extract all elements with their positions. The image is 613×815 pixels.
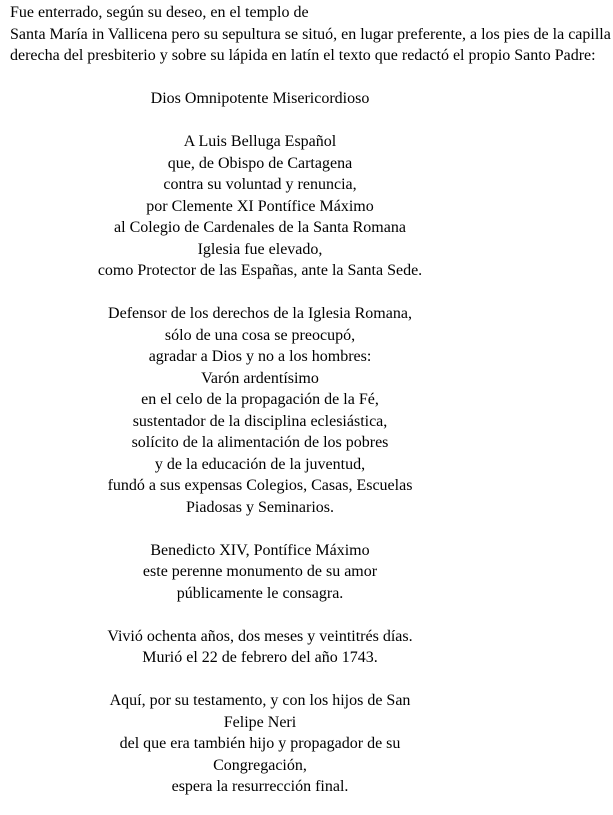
stanza-invocation [10,88,510,110]
text-line: Piadosas y Seminarios. [186,498,334,516]
stanza-consecration [10,540,510,605]
intro-line: Santa María in Vallicena pero su sepultura se situó, en lugar preferente, a los pies de la capilla [10,25,611,43]
text-line: fundó a sus expensas Colegios, Casas, Escuelas [107,477,413,494]
text-line: Benedicto XIV, Pontífice Máximo [150,541,370,559]
text-line: contra su voluntad y renuncia, [163,176,357,193]
text-line: sólo de una cosa se preocupó, [164,326,356,344]
stanza-dedication [10,131,510,282]
intro-paragraph [10,2,613,67]
text-line: como Protector de las Españas, ante la Santa Sede. [97,262,423,279]
text-line: espera la resurrección final. [171,778,349,795]
text-line: Aquí, por su testamento, y con los hijos de San [109,692,411,709]
intro-line: derecha del presbiterio y sobre su lápida en latín el texto que redactó el propio Santo Padre: [10,47,596,64]
text-line: Congregación, [213,756,307,774]
stanza-virtues [10,303,510,518]
text-line: públicamente le consagra. [176,584,344,602]
text-line: que, de Obispo de Cartagena [167,154,353,172]
text-line: del que era también hijo y propagador de su [119,735,401,752]
text-line: Vivió ochenta años, dos meses y veintitrés días. [107,627,413,645]
text-line: solícito de la alimentación de los pobres [131,434,389,451]
text-line: Murió el 22 de febrero del año 1743. [142,649,378,666]
text-line: A Luis Belluga Español [183,133,337,150]
text-line: Iglesia fue elevado, [197,240,323,258]
text-line: sustentador de la disciplina eclesiástica, [132,412,388,430]
text-line: Defensor de los derechos de la Iglesia Romana, [108,305,412,322]
text-line: por Clemente XI Pontífice Máximo [146,197,374,215]
stanza-burial [10,690,510,798]
text-line: al Colegio de Cardenales de la Santa Romana [114,219,406,236]
intro-line: Fue enterrado, según su deseo, en el templo de [10,4,309,21]
text-line: Varón ardentísimo [201,369,319,387]
text-line: Felipe Neri [223,713,297,731]
stanza-death [10,626,510,669]
text-line: agradar a Dios y no a los hombres: [148,348,372,365]
text-line: y de la educación de la juventud, [154,455,366,473]
text-line: en el celo de la propagación de la Fé, [141,391,379,408]
text-line: este perenne monumento de su amor [142,563,378,580]
text-line: Dios Omnipotente Misericordioso [150,90,370,107]
